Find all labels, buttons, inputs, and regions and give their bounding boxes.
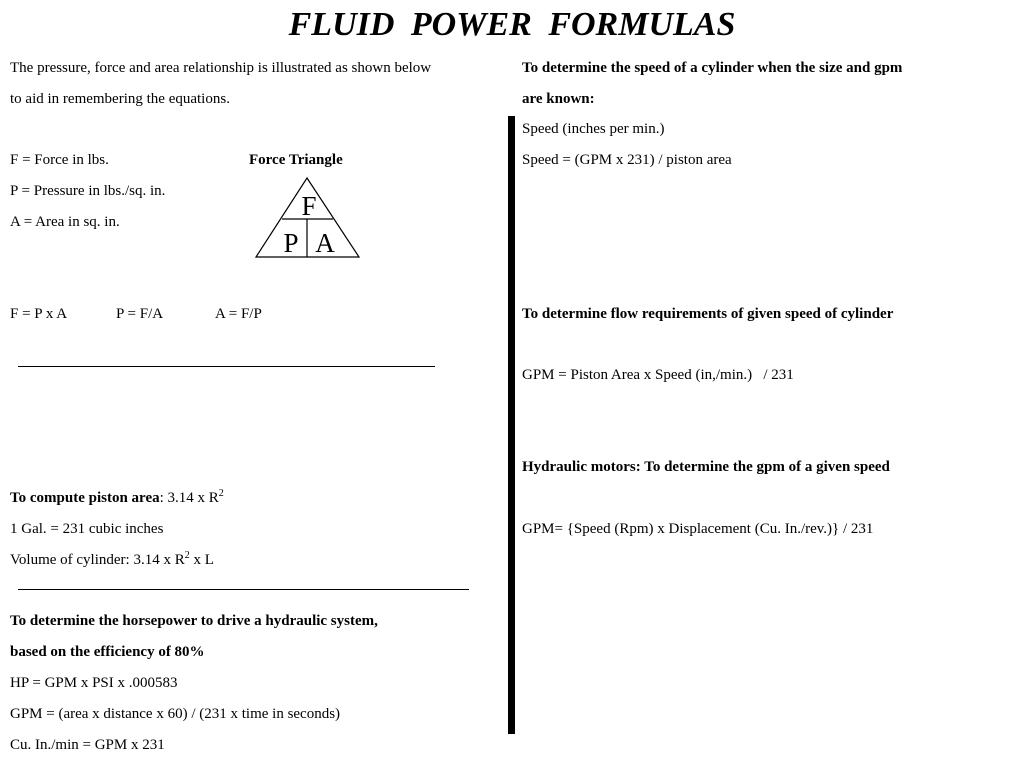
triangle-label-pressure: P	[283, 228, 299, 258]
definition-pressure: P = Pressure in lbs./sq. in.	[10, 183, 166, 199]
intro-line-1: The pressure, force and area relationship is illustrated as shown below	[10, 60, 432, 76]
gpm-formula: GPM = (area x distance x 60) / (231 x time in seconds)	[10, 706, 341, 722]
motor-formula: GPM= {Speed (Rpm) x Displacement (Cu. In./rev.)} / 231	[522, 521, 874, 537]
equation-force: F = P x A	[10, 306, 68, 322]
piston-area-exponent: 2	[218, 488, 224, 499]
intro-line-2: to aid in remembering the equations.	[10, 91, 230, 107]
piston-area-label: To compute piston area	[10, 490, 160, 506]
cubic-inch-formula: Cu. In./min = GPM x 231	[10, 737, 165, 753]
speed-formula: Speed = (GPM x 231) / piston area	[522, 152, 732, 168]
volume-formula: Volume of cylinder: 3.14 x R	[10, 552, 185, 568]
horsepower-heading-1: To determine the horsepower to drive a hydraulic system,	[10, 613, 378, 629]
volume-tail: x L	[189, 552, 214, 568]
divider-lower	[18, 589, 469, 590]
column-separator	[508, 116, 515, 734]
flow-formula: GPM = Piston Area x Speed (in,/min.) / 231	[522, 367, 794, 383]
gallon-conversion: 1 Gal. = 231 cubic inches	[10, 521, 164, 537]
flow-heading: To determine flow requirements of given speed of cylinder	[522, 306, 894, 322]
equation-area: A = F/P	[215, 306, 262, 322]
volume-line	[10, 550, 214, 570]
divider-upper	[18, 366, 435, 367]
equation-pressure: P = F/A	[116, 306, 164, 322]
motor-heading: Hydraulic motors: To determine the gpm of a given speed	[522, 459, 890, 475]
triangle-label-area: A	[315, 228, 335, 258]
speed-units: Speed (inches per min.)	[522, 121, 665, 137]
volume-exponent: 2	[184, 550, 190, 561]
definition-area: A = Area in sq. in.	[10, 214, 120, 230]
speed-heading-1: To determine the speed of a cylinder when the size and gpm	[522, 60, 903, 76]
piston-area-formula: : 3.14 x R	[159, 490, 219, 506]
page-title: FLUID POWER FORMULAS	[288, 6, 736, 43]
triangle-label-force: F	[301, 191, 317, 221]
force-triangle-diagram	[254, 177, 362, 259]
horsepower-formula: HP = GPM x PSI x .000583	[10, 675, 178, 691]
definition-force: F = Force in lbs.	[10, 152, 109, 168]
speed-heading-2: are known:	[522, 91, 595, 107]
piston-area-line	[10, 488, 224, 508]
horsepower-heading-2: based on the efficiency of 80%	[10, 644, 205, 660]
force-triangle-heading: Force Triangle	[249, 152, 343, 168]
